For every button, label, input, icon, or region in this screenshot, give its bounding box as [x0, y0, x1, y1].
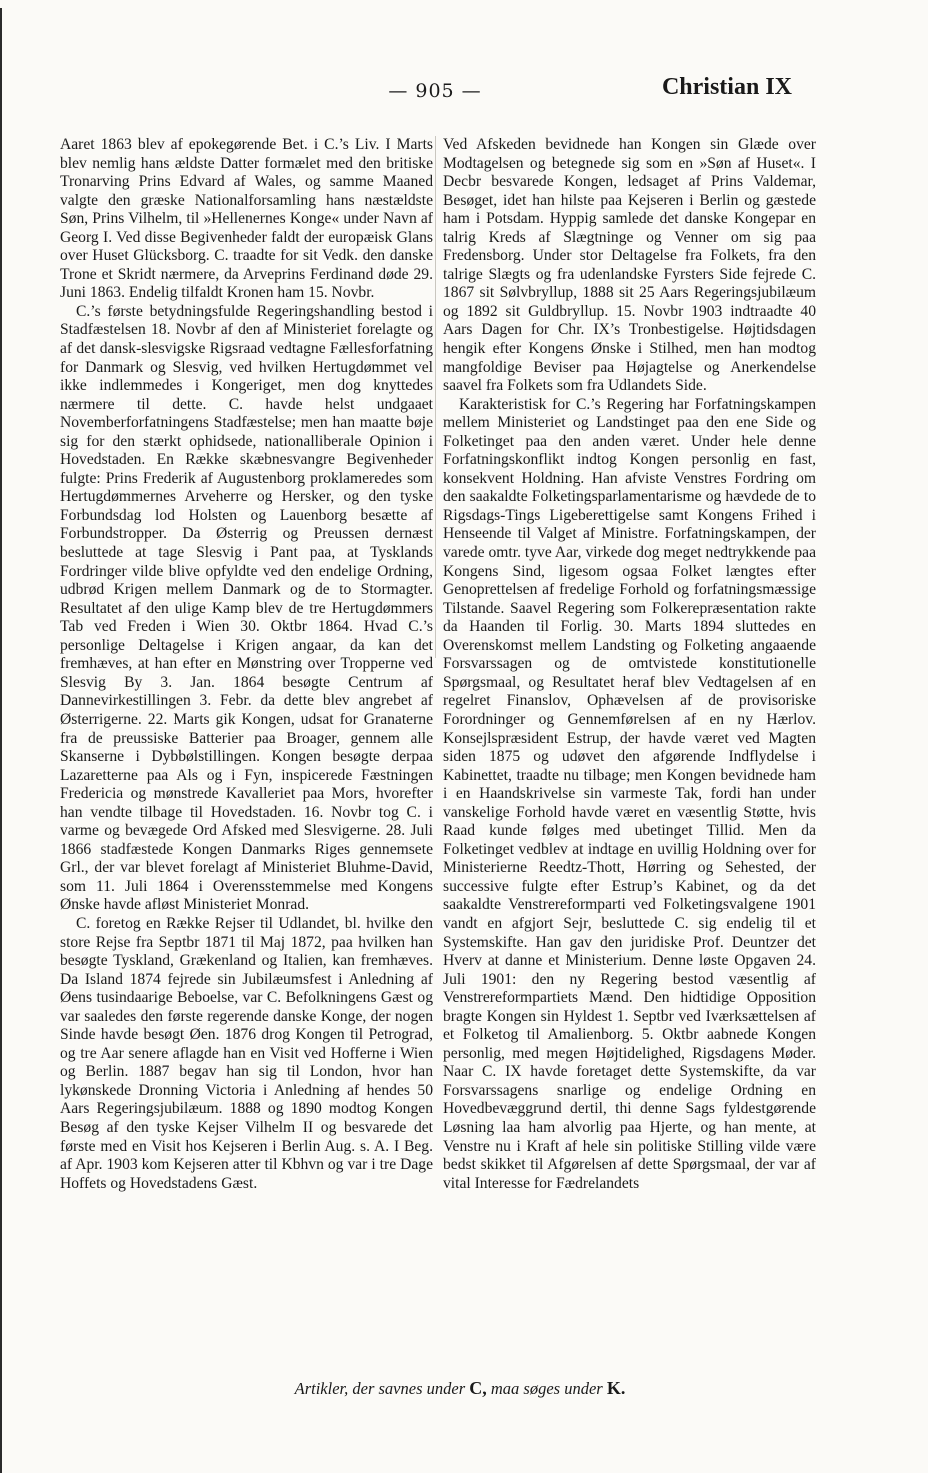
- note-text: Artikler, der savnes under: [294, 1379, 466, 1398]
- page-edge-rule: [0, 8, 2, 1473]
- paragraph: Karakteristisk for C.’s Regering har Forfatningskampen mellem Ministeriet og Landstinget paa den ene Side og Folketinget paa den anden været. Under hele denne Forfatningskonflikt indtog Kongen personlig en fast, konsekvent Holdning. Han afviste Venstres Fordring om den saakaldte Folketingsparlamentarisme og hævdede de to Rigsdags-Tings Ligeberettigelse samt Kongens Frihed i Henseende til Valget af Ministre. Forfatningskampen, der varede omtr. tyve Aar, virkede dog meget nedtrykkende paa Kongens Sind, ligesom ogsaa Folket længtes efter Genoprettelsen af fredelige Forhold og forfatningsmæssige Tilstande. Saavel Regering som Folkerepræsentation rakte da Haanden til Forlig. 30. Marts 1894 sluttedes en Overenskomst mellem Landsting og Folketing angaaende Forsvarssagen og de omtvistede konstitutionelle Spørgsmaal, og Resultatet heraf blev Vedtagelsen af en regelret Finanslov, Ophævelsen af de provisoriske Forordninger og Gennemførelsen af en ny Hærlov. Konsejlspræsident Estrup, der havde været ved Magten siden 1875 og udøvet den afgørende Indflydelse i Kabinettet, traadte nu tilbage; men Kongen bevidnede ham i en Haandskrivelse sin varmeste Tak, fordi han under vanskelige Forhold havde været en væsentlig Støtte, hvis Raad kunde følges med ubetinget Tillid. Men da Folketinget vedblev at indtage en uvillig Holdning over for Ministerierne Reedtz-Thott, Hørring og Sehested, der successive fulgte efter Estrup’s Kabinet, og da det saakaldte Venstrereformparti ved Folketingsvalgene 1901 vandt en afgjort Sejr, besluttede C. sig endelig til et Systemskifte. Han gav den juridiske Prof. Deuntzer det Hverv at danne et Ministerium. Denne løste Opgaven 24. Juli 1901: den ny Regering bestod væsentlig af Venstrereformpartiets Mænd. Den hidtidige Opposition bragte Kongen sin Hyldest 1. Septbr ved Iværksættelsen af et Folketog til Amalienborg. 5. Oktbr aabnede Kongen personlig, med megen Højtidelighed, Rigsdagens Møder. Naar C. IX havde foretaget dette Systemskifte, da var Forsvarssagens snarlige og endelige Ordning en Hovedbevæggrund dertil, thi denne Sags fyldestgørende Løsning laa ham alvorlig paa Hjerte, og han mente, at Venstre nu i Kraft af hele sin politiske Stilling vilde være bedst skikket til Afgørelsen af dette Spørgsmaal, der var af vital Interesse for Fædrelandets: [443, 395, 816, 1192]
- paragraph: Aaret 1863 blev af epokegørende Bet. i C.’s Liv. I Marts blev nemlig hans ældste Datter formælet med den britiske Tronarving Prins Edvard af Wales, og samme Maaned valgte den græske Nationalforsamling hans næstældste Søn, Prins Vilhelm, til »Hellenernes Konge« under Navn af Georg I. Ved disse Begivenheder faldt der europæisk Glans over Huset Glücksborg. C. traadte for sit Vedk. den danske Trone et Skridt nærmere, da Arveprins Ferdinand døde 29. Juni 1863. Endelig tilfaldt Kronen ham 15. Novbr.: [60, 136, 433, 302]
- paragraph: Ved Afskeden bevidnede han Kongen sin Glæde over Modtagelsen og betegnede sig som en »Søn af Huset«. I Decbr besvarede Kongen, ledsaget af Prins Valdemar, Besøget, idet han hilste paa Kejseren i Berlin og gæstede ham i Potsdam. Hyppig samlede det danske Kongepar en talrig Kreds af Slægtninge og Venner om sig paa Fredensborg. Under stor Deltagelse fra Folkets, fra den talrige Slægts og fra udenlandske Fyrsters Side fejrede C. 1867 sit Sølvbryllup, 1888 sit 25 Aars Regeringsjubilæum og 1892 sit Guldbryllup. 15. Novbr 1903 indtraadte 40 Aars Dagen for Chr. IX’s Tronbestigelse. Højtidsdagen hengik efter Kongens Ønske i Stilhed, men han modtog mangfoldige Beviser paa Højagtelse og Anerkendelse saavel fra Folkets som fra Udlandets Side.: [443, 136, 816, 395]
- left-column: [60, 136, 433, 1193]
- paragraph: C.’s første betydningsfulde Regeringshandling bestod i Stadfæstelsen 18. Novbr af den af Ministeriet forelagte og af det dansk-slesvigske Rigsraad vedtagne Fællesforfatning for Danmark og Slesvig, ved hvilken Hertugdømmet vel ikke indlemmedes i Kongeriget, men dog knyttedes nærmere til dette. C. havde helst undgaaet Novemberforfatningens Stadfæstelse; men han maatte bøje sig for den stærkt ophidsede, nationalliberale Opinion i Hovedstaden. En Række skæbnesvangre Begivenheder fulgte: Prins Frederik af Augustenborg proklameredes som Hertugdømmernes Arveherre og Hersker, og den tyske Forbundsdag lod Holsten og Lauenborg besætte af Forbundstropper. Da Østerrig og Preussen dernæst besluttede at tage Slesvig i Pant paa, at Tysklands Fordringer vilde blive opfyldte ved den endelige Ordning, udbrød Krigen mellem Danmark og de to Stormagter. Resultatet af den ulige Kamp blev de tre Hertugdømmers Tab ved Freden i Wien 30. Oktbr 1864. Hvad C.’s personlige Deltagelse i Krigen angaar, da kan det fremhæves, at han efter en Mønstring over Tropperne ved Slesvig By 3. Jan. 1864 besøgte Centrum af Dannevirkestillingen 3. Febr. da dette blev angrebet af Østerrigerne. 22. Marts gik Kongen, udsat for Granaterne fra de preussiske Batterier paa Broager, gennem alle Skanserne i Dybbølstillingen. Kongen besøgte derpaa Lazaretterne paa Als og i Fyn, inspicerede Fæstningen Fredericia og mønstrede Kavalleriet paa Mors, hvorefter han vendte tilbage til Hovedstaden. 16. Novbr tog C. i varme og bevægede Ord Afsked med Slesvigerne. 28. Juli 1866 stadfæstede Kongen Danmarks Riges gennemsete Grl., der var blevet forelagt af Ministeriet Bluhme-David, som 11. Juli 1864 i Overensstemmelse med Kongens Ønske havde afløst Ministeriet Monrad.: [60, 302, 433, 914]
- right-column: [443, 136, 816, 1193]
- paragraph: C. foretog en Række Rejser til Udlandet, bl. hvilke den store Rejse fra Septbr 1871 til Maj 1872, paa hvilken han besøgte Tyskland, Grækenland og Italien, kan fremhæves. Da Island 1874 fejrede sin Jubilæumsfest i Anledning af Øens tusindaarige Beboelse, var C. Befolkningens Gæst og var saaledes den første regerende danske Konge, der nogen Sinde havde besøgt Øen. 1876 drog Kongen til Petrograd, og tre Aar senere aflagde han en Visit ved Hofferne i Wien og Berlin. 1887 begav han sig til London, hvor han lykønskede Dronning Victoria i Anledning af hendes 50 Aars Regeringsjubilæum. 1888 og 1890 modtog Kongen Besøg af den tyske Kejser Vilhelm II og besvarede det første med en Visit hos Kejseren i Berlin Aug. s. A. I Beg. af Apr. 1903 kom Kejseren atter til Kbhvn og var i tre Dage Hoffets og Hovedstadens Gæst.: [60, 914, 433, 1192]
- column-divider: [435, 136, 436, 658]
- cross-reference-note: [60, 1378, 860, 1399]
- page-number: — 905 —: [388, 80, 482, 102]
- running-head: Christian IX: [661, 74, 792, 100]
- note-text: maa søges under: [490, 1379, 603, 1398]
- note-letter-k: K.: [606, 1378, 626, 1398]
- note-letter-c: C,: [469, 1378, 487, 1398]
